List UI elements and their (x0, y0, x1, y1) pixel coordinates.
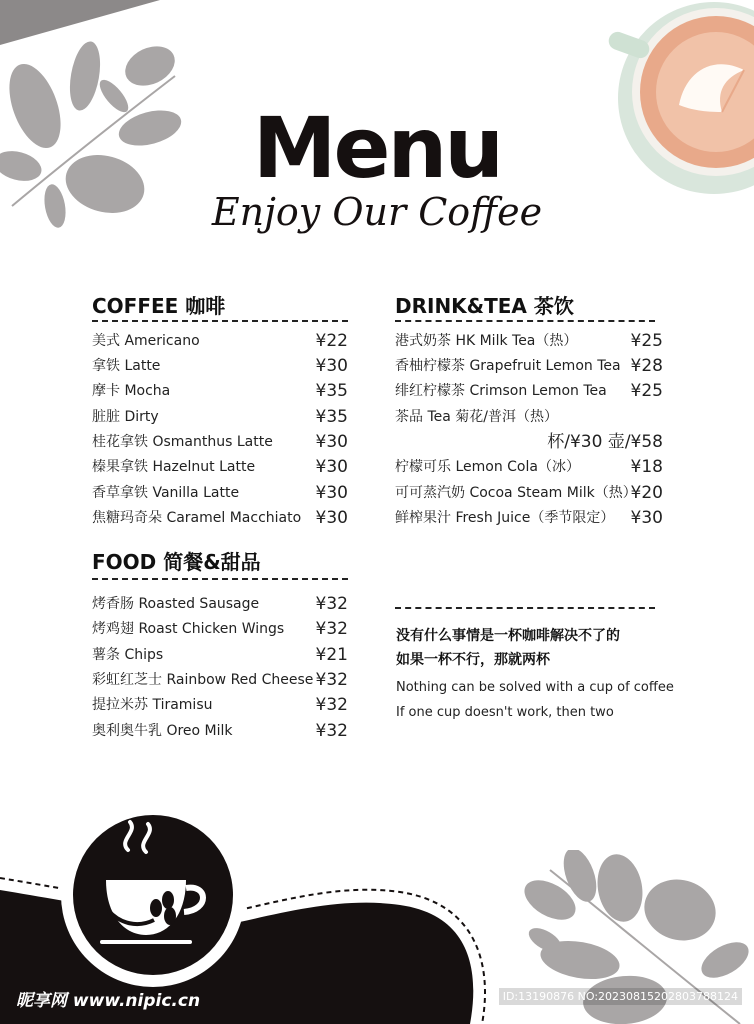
item-name: 绯红柠檬茶 Crimson Lemon Tea (395, 383, 607, 399)
menu-item (395, 331, 663, 351)
item-name: 可可蒸汽奶 Cocoa Steam Milk（热） (395, 485, 637, 501)
item-name: 奥利奥牛乳 Oreo Milk (92, 723, 233, 739)
menu-item (92, 356, 348, 376)
drinks-divider (395, 320, 655, 322)
menu-item-tea-price (395, 432, 663, 452)
menu-item (395, 457, 663, 477)
item-name: 拿铁 Latte (92, 358, 161, 374)
item-name: 脏脏 Dirty (92, 409, 159, 425)
coffee-divider (92, 320, 348, 322)
item-name: 薯条 Chips (92, 647, 164, 663)
item-price: ¥30 (315, 457, 348, 477)
menu-item (395, 407, 663, 427)
item-price: ¥30 (315, 483, 348, 503)
item-price: ¥18 (630, 457, 663, 477)
menu-item (92, 619, 348, 639)
item-price: ¥32 (315, 721, 348, 741)
drinks-section-title: DRINK&TEA 茶饮 (395, 294, 574, 318)
menu-item (92, 331, 348, 351)
item-price: ¥21 (315, 645, 348, 665)
item-name: 烤鸡翅 Roast Chicken Wings (92, 621, 285, 637)
item-price: ¥20 (630, 483, 663, 503)
item-name: 焦糖玛奇朵 Caramel Macchiato (92, 510, 302, 526)
menu-item (395, 483, 663, 503)
item-price: ¥32 (315, 619, 348, 639)
menu-item (92, 670, 348, 690)
coffee-section-title: COFFEE 咖啡 (92, 294, 226, 318)
menu-item (92, 721, 348, 741)
menu-item (92, 381, 348, 401)
quote-cn-line1: 没有什么事情是一杯咖啡解决不了的 (396, 628, 620, 644)
quote-cn-line2: 如果一杯不行，那就两杯 (396, 652, 550, 668)
menu-item (92, 594, 348, 614)
menu-item (92, 645, 348, 665)
menu-item (92, 695, 348, 715)
item-name: 烤香肠 Roasted Sausage (92, 596, 260, 612)
item-price: ¥30 (630, 508, 663, 528)
menu-item (92, 407, 348, 427)
food-divider (92, 578, 348, 580)
item-name: 香柚柠檬茶 Grapefruit Lemon Tea (395, 358, 621, 374)
menu-item (92, 483, 348, 503)
item-name: 美式 Americano (92, 333, 200, 349)
menu-item (92, 508, 348, 528)
quote-en-line2: If one cup doesn't work, then two (396, 705, 614, 720)
item-price: ¥25 (630, 331, 663, 351)
item-price: 杯/¥30 壶/¥58 (547, 432, 663, 452)
item-price: ¥32 (315, 695, 348, 715)
page-title: Menu (252, 99, 502, 197)
item-name: 彩虹红芝士 Rainbow Red Cheese (92, 672, 314, 688)
menu-item (395, 356, 663, 376)
food-section-title: FOOD 简餐&甜品 (92, 550, 261, 574)
item-name: 鲜榨果汁 Fresh Juice（季节限定） (395, 510, 615, 526)
item-price: ¥25 (630, 381, 663, 401)
item-price: ¥30 (315, 356, 348, 376)
item-name: 提拉米苏 Tiramisu (92, 697, 213, 713)
page-subtitle: Enjoy Our Coffee (211, 190, 543, 234)
watermark-left: 昵享网 www.nipic.cn (16, 991, 201, 1011)
item-name: 柠檬可乐 Lemon Cola（冰） (395, 459, 580, 475)
coffee-logo-icon (58, 800, 248, 990)
menu-item (92, 432, 348, 452)
item-name: 港式奶茶 HK Milk Tea（热） (395, 333, 578, 349)
item-price: ¥22 (315, 331, 348, 351)
item-price: ¥32 (315, 594, 348, 614)
item-name: 摩卡 Mocha (92, 383, 171, 399)
item-price: ¥28 (630, 356, 663, 376)
menu-item (395, 381, 663, 401)
item-price: ¥30 (315, 508, 348, 528)
menu-item (92, 457, 348, 477)
item-price: ¥35 (315, 407, 348, 427)
quote-en-line1: Nothing can be solved with a cup of coffee (396, 680, 674, 695)
menu-item (395, 508, 663, 528)
watermark-right: ID:13190876 NO:20230815202803788124 (499, 988, 742, 1005)
item-name: 榛果拿铁 Hazelnut Latte (92, 459, 256, 475)
quote-divider (395, 607, 655, 609)
item-name: 桂花拿铁 Osmanthus Latte (92, 434, 273, 450)
item-price: ¥32 (315, 670, 348, 690)
item-name: 茶品 Tea 菊花/普洱（热） (395, 409, 558, 425)
item-price: ¥30 (315, 432, 348, 452)
item-price: ¥35 (315, 381, 348, 401)
item-name: 香草拿铁 Vanilla Latte (92, 485, 240, 501)
